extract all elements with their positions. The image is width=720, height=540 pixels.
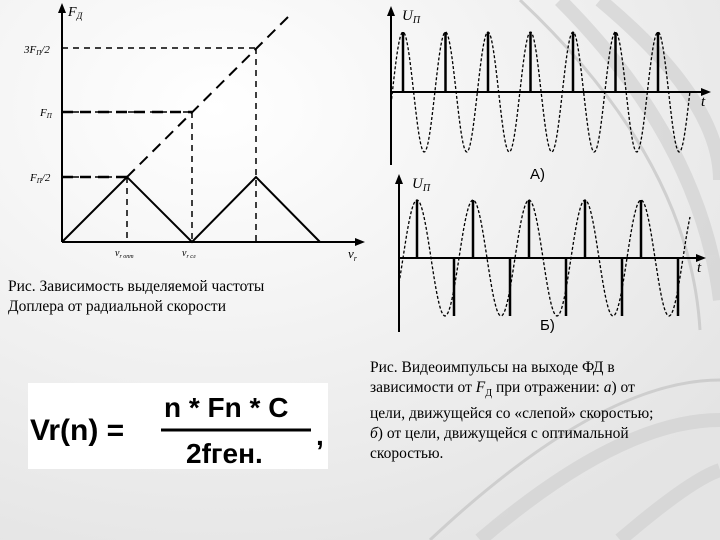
y-tick-fp2: FП/2: [30, 172, 51, 185]
b-y-axis-label: $U_П$: [412, 176, 431, 194]
left-caption-line-1: Рис. Зависимость выделяемой частоты: [8, 278, 265, 295]
velocity-formula: [28, 383, 328, 469]
formula-denominator: 2fген.: [186, 438, 263, 469]
a-y-axis-label: $U_П$: [402, 8, 421, 26]
x-tick-v-sl: $v_{r сл}$: [182, 248, 196, 260]
left-figure-caption: [8, 277, 348, 317]
x-axis-label: $v_r$: [348, 246, 357, 263]
right-caption-line-1: Рис. Видеоимпульсы на выходе ФД в: [370, 359, 615, 376]
x-tick-v-opt: $v_{r опт}$: [115, 248, 134, 260]
left-caption-line-2: Доплера от радиальной скорости: [8, 298, 226, 315]
right-figure-caption: [370, 358, 690, 464]
y-axis-label: $F_Д$: [68, 5, 83, 21]
formula-trailing-comma: ,: [316, 420, 324, 451]
right-caption-line-3: цели, движущейся со «слепой» скоростью;: [370, 405, 654, 423]
formula-numerator: n * Fn * C: [164, 392, 289, 423]
right-caption-line-2: зависимости от $F_Д$ при отражении: а) от: [370, 379, 635, 400]
right-caption-line-5: скоростью.: [370, 445, 444, 463]
a-panel-label: А): [530, 166, 545, 183]
y-tick-fp: FП: [40, 107, 52, 120]
b-y-axis-arrow: [395, 174, 403, 184]
b-x-axis-label: t: [697, 260, 702, 276]
formula-lhs: Vr(n) =: [30, 414, 125, 447]
y-tick-3fp2: 3FП/2: [24, 44, 50, 57]
b-panel-label: Б): [540, 317, 555, 334]
a-x-axis-label: t: [701, 94, 706, 110]
right-caption-line-4: б) от цели, движущейся с оптимальной: [370, 425, 629, 443]
